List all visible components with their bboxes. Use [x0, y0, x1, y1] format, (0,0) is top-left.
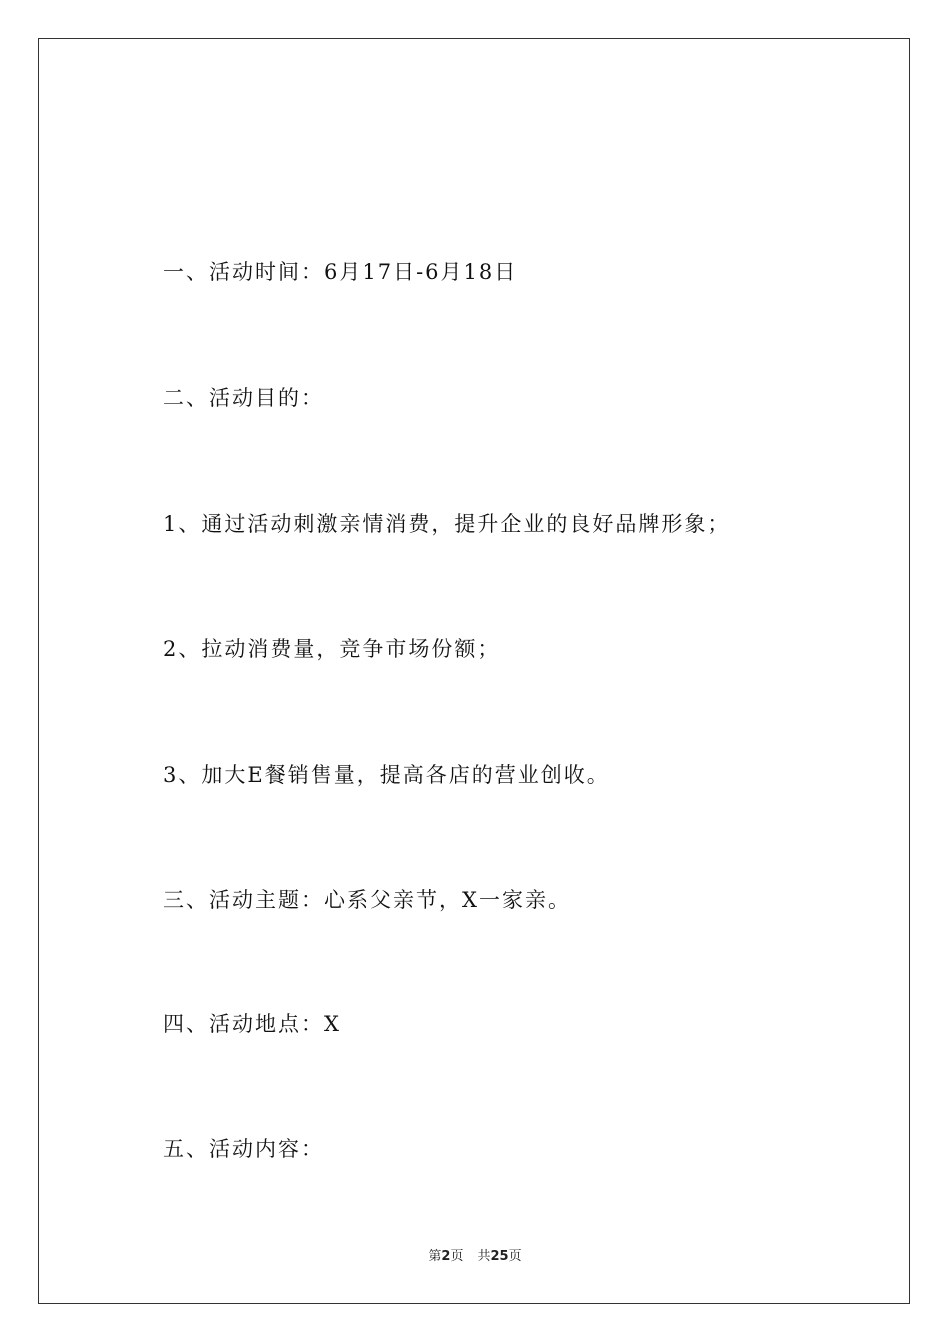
page-footer [0, 1245, 950, 1264]
page-frame [38, 38, 910, 1304]
section-activity-time: 一、活动时间：6月17日-6月18日 [163, 260, 518, 284]
footer-page-number: 2 [441, 1249, 451, 1264]
footer-total-prefix: 共 [477, 1249, 491, 1264]
section-activity-theme: 三、活动主题：心系父亲节，X一家亲。 [163, 888, 571, 912]
footer-page-suffix: 页 [450, 1249, 464, 1264]
section-activity-content: 五、活动内容： [163, 1137, 324, 1161]
section-activity-location: 四、活动地点：X [163, 1012, 341, 1036]
purpose-item-2: 2、拉动消费量，竞争市场份额； [163, 637, 501, 661]
footer-total-suffix: 页 [508, 1249, 522, 1264]
purpose-item-1: 1、通过活动刺激亲情消费，提升企业的良好品牌形象； [163, 512, 731, 536]
footer-total-pages: 25 [490, 1249, 509, 1264]
footer-page-prefix: 第 [428, 1249, 442, 1264]
section-activity-purpose: 二、活动目的： [163, 386, 324, 410]
purpose-item-3: 3、加大E餐销售量，提高各店的营业创收。 [163, 763, 610, 787]
